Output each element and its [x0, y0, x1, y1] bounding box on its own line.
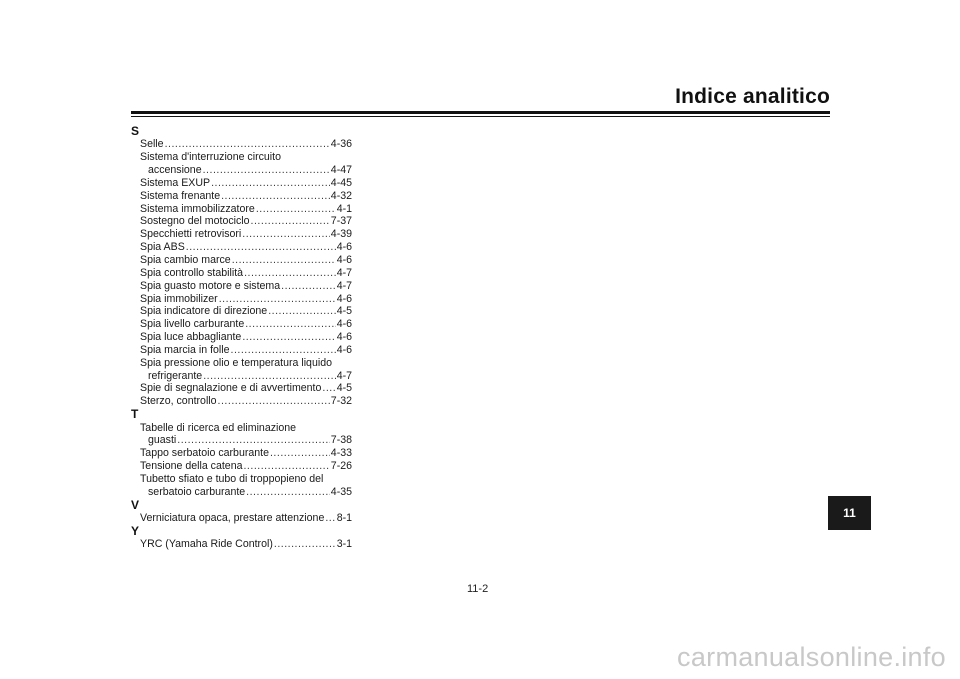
dot-leader	[256, 203, 336, 216]
dot-leader	[203, 164, 330, 177]
index-entry-page: 7-26	[330, 460, 352, 473]
dot-leader	[246, 486, 330, 499]
index-entry-page: 4-39	[330, 228, 352, 241]
index-entry-page: 4-36	[330, 138, 352, 151]
index-entry-term: Spia luce abbagliante	[140, 331, 242, 344]
dot-leader	[242, 228, 330, 241]
index-entry-page: 4-6	[336, 331, 352, 344]
index-entry-term: Spia cambio marce	[140, 254, 231, 266]
watermark: carmanualsonline.info	[677, 642, 946, 672]
index-entry-term: guasti	[148, 434, 177, 447]
index-entry-term: Spia marcia in folle	[140, 343, 230, 356]
index-entry-page: 8-1	[336, 512, 352, 524]
index-entry	[131, 241, 352, 254]
header-rule-thick	[131, 111, 830, 114]
index-entry-term: YRC (Yamaha Ride Control)	[140, 538, 273, 551]
dot-leader	[281, 280, 336, 293]
index-entry-term: Tappo serbatoio carburante	[140, 447, 269, 460]
index-entry-heading: Spia pressione olio e temperatura liquido	[140, 356, 332, 369]
index-entry	[131, 267, 352, 280]
index-entry	[131, 512, 352, 525]
dot-leader	[325, 512, 335, 525]
index-entry-page: 4-7	[336, 369, 352, 382]
index-entry	[131, 395, 352, 408]
index-letter-heading: T	[131, 407, 139, 422]
dot-leader	[211, 177, 330, 190]
index-entry-term: Sistema EXUP	[140, 176, 211, 189]
index-entry	[131, 177, 352, 190]
index-entry	[131, 280, 352, 293]
index-entry-term: Spia indicatore di direzione	[140, 305, 268, 318]
index-entry	[131, 254, 352, 267]
index-entry-term: Verniciatura opaca, prestare attenzione	[140, 512, 325, 524]
dot-leader	[251, 215, 330, 228]
index-entry-term: Sostegno del motociclo	[140, 215, 250, 228]
index-entry-page: 4-47	[330, 164, 352, 177]
index-entry-page: 4-7	[336, 266, 352, 279]
page-title: Indice analitico	[675, 85, 830, 108]
index-entry-term: Sterzo, controllo	[140, 395, 217, 408]
index-entry-term: accensione	[148, 164, 202, 177]
dot-leader	[218, 395, 330, 408]
index-entry-page: 4-32	[330, 189, 352, 202]
dot-leader	[274, 538, 336, 551]
index-entry-term: Sistema frenante	[140, 189, 221, 202]
dot-leader	[243, 460, 329, 473]
index-entry-page: 4-6	[336, 318, 352, 331]
dot-leader	[219, 293, 336, 306]
index-entry-heading: Tubetto sfiato e tubo di troppopieno del	[140, 472, 324, 485]
dot-leader	[186, 241, 336, 254]
index-entry-page: 7-37	[330, 215, 352, 228]
dot-leader	[221, 190, 330, 203]
index-entry	[131, 331, 352, 344]
chapter-tab: 11	[828, 496, 871, 530]
dot-leader	[203, 370, 336, 383]
index-letter-heading: S	[131, 124, 140, 138]
index-entry-term: Tensione della catena	[140, 460, 243, 473]
index-entry-page: 3-1	[336, 538, 352, 551]
index-letter-heading: V	[131, 497, 140, 512]
dot-leader	[322, 382, 335, 395]
index-entry-page: 4-6	[336, 254, 352, 266]
index-entry-page: 4-45	[330, 176, 352, 189]
dot-leader	[245, 318, 335, 331]
dot-leader	[242, 331, 335, 344]
index-entry	[131, 305, 352, 318]
dot-leader	[165, 138, 330, 151]
index-entry-page: 7-32	[330, 395, 352, 408]
index-entry	[131, 344, 352, 357]
index-entry-page: 4-5	[336, 305, 352, 318]
index-letter-heading: Y	[131, 523, 140, 538]
index-entry-term: Selle	[140, 138, 164, 151]
index-entry	[131, 318, 352, 331]
dot-leader	[177, 434, 330, 447]
dot-leader	[232, 254, 336, 267]
index-entry-heading: Tabelle di ricerca ed eliminazione	[140, 421, 297, 434]
index-entry-page: 4-6	[336, 241, 352, 254]
index-entry-term: Spia livello carburante	[140, 318, 245, 331]
index-entry	[131, 370, 352, 383]
dot-leader	[244, 267, 336, 280]
index-entry	[131, 215, 352, 228]
index-entry-page: 4-7	[336, 279, 352, 292]
index-entry-page: 4-33	[330, 447, 352, 460]
index-entry-page: 4-1	[336, 202, 352, 215]
dot-leader	[231, 344, 336, 357]
index-entry-term: Spia controllo stabilità	[140, 266, 244, 279]
dot-leader	[270, 447, 330, 460]
dot-leader	[268, 305, 335, 318]
index-entry-page: 4-35	[330, 485, 352, 498]
index-entry	[131, 486, 352, 499]
index-entry-term: Spia ABS	[140, 241, 185, 254]
index-entry-page: 7-38	[330, 434, 352, 447]
index-entry	[131, 434, 352, 447]
index-entry	[131, 164, 352, 177]
index-entry-term: refrigerante	[148, 369, 203, 382]
index-entry-term: serbatoio carburante	[148, 485, 246, 498]
index-entry-term: Spie di segnalazione e di avvertimento	[140, 382, 322, 395]
index-entry	[131, 190, 352, 203]
index-entry-term: Spia immobilizer	[140, 292, 218, 305]
index-entry	[131, 382, 352, 395]
page-number: 11-2	[467, 583, 489, 595]
index-entry-heading: Sistema d'interruzione circuito	[140, 151, 281, 164]
index-entry-term: Specchietti retrovisori	[140, 228, 242, 241]
index-entry	[131, 228, 352, 241]
index-entry-term: Spia guasto motore e sistema	[140, 279, 281, 292]
index-entry	[131, 447, 352, 460]
index-entry	[131, 538, 352, 551]
index-entry	[131, 138, 352, 151]
index-entry	[131, 293, 352, 306]
index-entry-page: 4-6	[336, 292, 352, 305]
index-entry	[131, 460, 352, 473]
index-entry-term: Sistema immobilizzatore	[140, 202, 255, 215]
index-column	[131, 125, 352, 551]
index-entry	[131, 203, 352, 216]
index-entry-page: 4-5	[336, 382, 352, 395]
header-rule-thin	[131, 116, 830, 117]
index-entry-page: 4-6	[336, 343, 352, 356]
